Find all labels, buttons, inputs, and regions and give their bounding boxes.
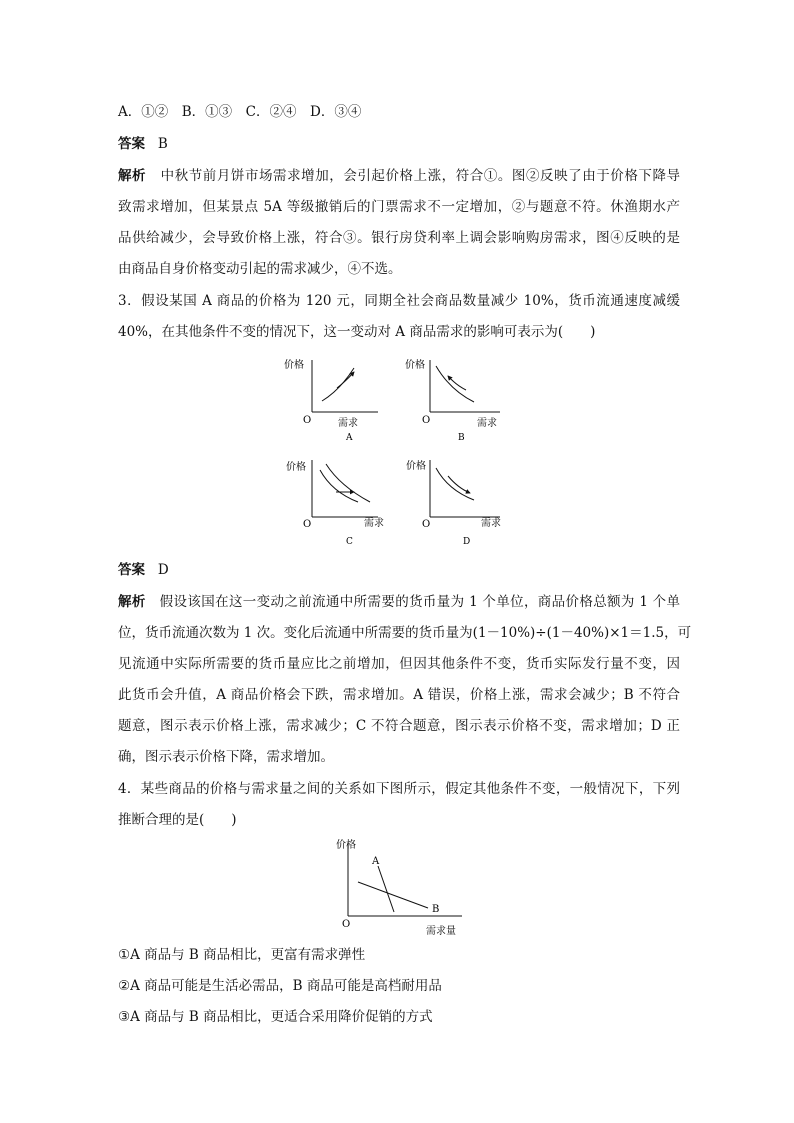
graph-a <box>284 358 378 443</box>
x-axis-label: 需求 <box>481 518 501 529</box>
x-axis-label: 需求 <box>338 418 358 429</box>
demand-curve-2 <box>326 464 370 502</box>
q3-answer <box>118 561 169 579</box>
q3-stem-line-2: 40%，在其他条件不变的情况下，这一变动对 A 商品需求的影响可表示为( ) <box>118 324 596 340</box>
answer-label: 答案 <box>118 136 145 152</box>
origin-label: O <box>422 415 431 426</box>
y-axis-label: 价格 <box>286 462 306 473</box>
graph-caption: B <box>458 433 465 443</box>
shift-arrow <box>448 376 466 390</box>
shift-arrow <box>448 476 470 493</box>
answer-value: D <box>157 562 169 578</box>
q3-analysis-line-3: 见流通中实际所需要的货币量应比之前增加，但因其他条件不变，货币实际发行量不变，因 <box>118 656 680 672</box>
y-axis-label: 价格 <box>406 461 426 472</box>
q4-option-3: ③A 商品与 B 商品相比，更适合采用降价促销的方式 <box>118 1009 433 1025</box>
x-axis-label: 需求 <box>364 518 384 529</box>
demand-curve <box>436 366 474 402</box>
origin-label: O <box>303 415 312 426</box>
line-a <box>378 866 394 912</box>
answer-value: B <box>157 136 168 152</box>
line-a-label: A <box>372 856 380 867</box>
q2-analysis-line-3: 品供给减少，会导致价格上涨，符合③。银行房贷利率上调会影响购房需求，图④反映的是 <box>118 230 680 246</box>
q2-analysis-line-4: 由商品自身价格变动引起的需求减少，④不选。 <box>118 261 402 277</box>
q2-options: A．①② B．①③ C．②④ D．③④ <box>118 104 362 120</box>
y-axis-label: 价格 <box>405 360 425 371</box>
q3-stem-line-1: 3．假设某国 A 商品的价格为 120 元，同期全社会商品数量减少 10%，货币流通速度减缓 <box>118 293 680 309</box>
q3-analysis-line-5: 题意，图示表示价格上涨，需求减少；C 不符合题意，图示表示价格不变，需求增加；D 正 <box>118 718 680 734</box>
graph-b <box>405 358 500 443</box>
origin-label: O <box>303 519 312 530</box>
line-b-label: B <box>432 904 440 915</box>
q4-graph <box>330 838 470 942</box>
graph-caption: C <box>346 537 353 547</box>
analysis-label: 解析 <box>118 594 146 610</box>
answer-label: 答案 <box>118 562 145 578</box>
origin-label: O <box>422 519 431 530</box>
q2-analysis-line-1 <box>118 167 680 185</box>
analysis-text: 假设该国在这一变动之前流通中所需要的货币量为 1 个单位，商品价格总额为 1 个单 <box>159 594 681 610</box>
q4-stem-line-2: 推断合理的是( ) <box>118 812 237 828</box>
demand-curve-1 <box>320 470 358 502</box>
demand-curve <box>436 468 474 500</box>
y-axis-label: 价格 <box>284 360 304 371</box>
q3-analysis-line-1 <box>118 593 680 611</box>
demand-curve <box>322 368 354 401</box>
q3-analysis-line-6: 确，图示表示价格下降，需求增加。 <box>118 749 334 765</box>
q3-graphs <box>270 352 520 552</box>
x-axis-label: 需求量 <box>426 926 456 937</box>
q2-analysis-line-2: 致需求增加，但某景点 5A 等级撤销后的门票需求不一定增加，②与题意不符。休渔期水产 <box>118 199 680 215</box>
line-b <box>358 882 428 908</box>
graph-caption: D <box>463 537 471 547</box>
q4-option-2: ②A 商品可能是生活必需品，B 商品可能是高档耐用品 <box>118 978 442 994</box>
q4-option-1: ①A 商品与 B 商品相比，更富有需求弹性 <box>118 947 366 963</box>
graph-d <box>406 459 501 547</box>
q2-answer <box>118 135 168 153</box>
graph-caption: A <box>346 433 353 443</box>
q3-analysis-line-2: 位，货币流通次数为 1 次。变化后流通中所需要的货币量为(1－10%)÷(1－40%)×1＝1.5，可 <box>118 625 692 641</box>
y-axis-label: 价格 <box>336 840 356 851</box>
q3-analysis-line-4: 此货币会升值，A 商品价格会下跌，需求增加。A 错误，价格上涨，需求会减少；B 不符合 <box>118 687 680 703</box>
graph-c <box>286 460 384 547</box>
origin-label: O <box>342 919 351 930</box>
q4-stem-line-1: 4．某些商品的价格与需求量之间的关系如下图所示，假定其他条件不变，一般情况下，下列 <box>118 781 680 797</box>
analysis-label: 解析 <box>118 168 147 184</box>
x-axis-label: 需求 <box>477 418 497 429</box>
analysis-text: 中秋节前月饼市场需求增加，会引起价格上涨，符合①。图②反映了由于价格下降导 <box>160 168 681 184</box>
